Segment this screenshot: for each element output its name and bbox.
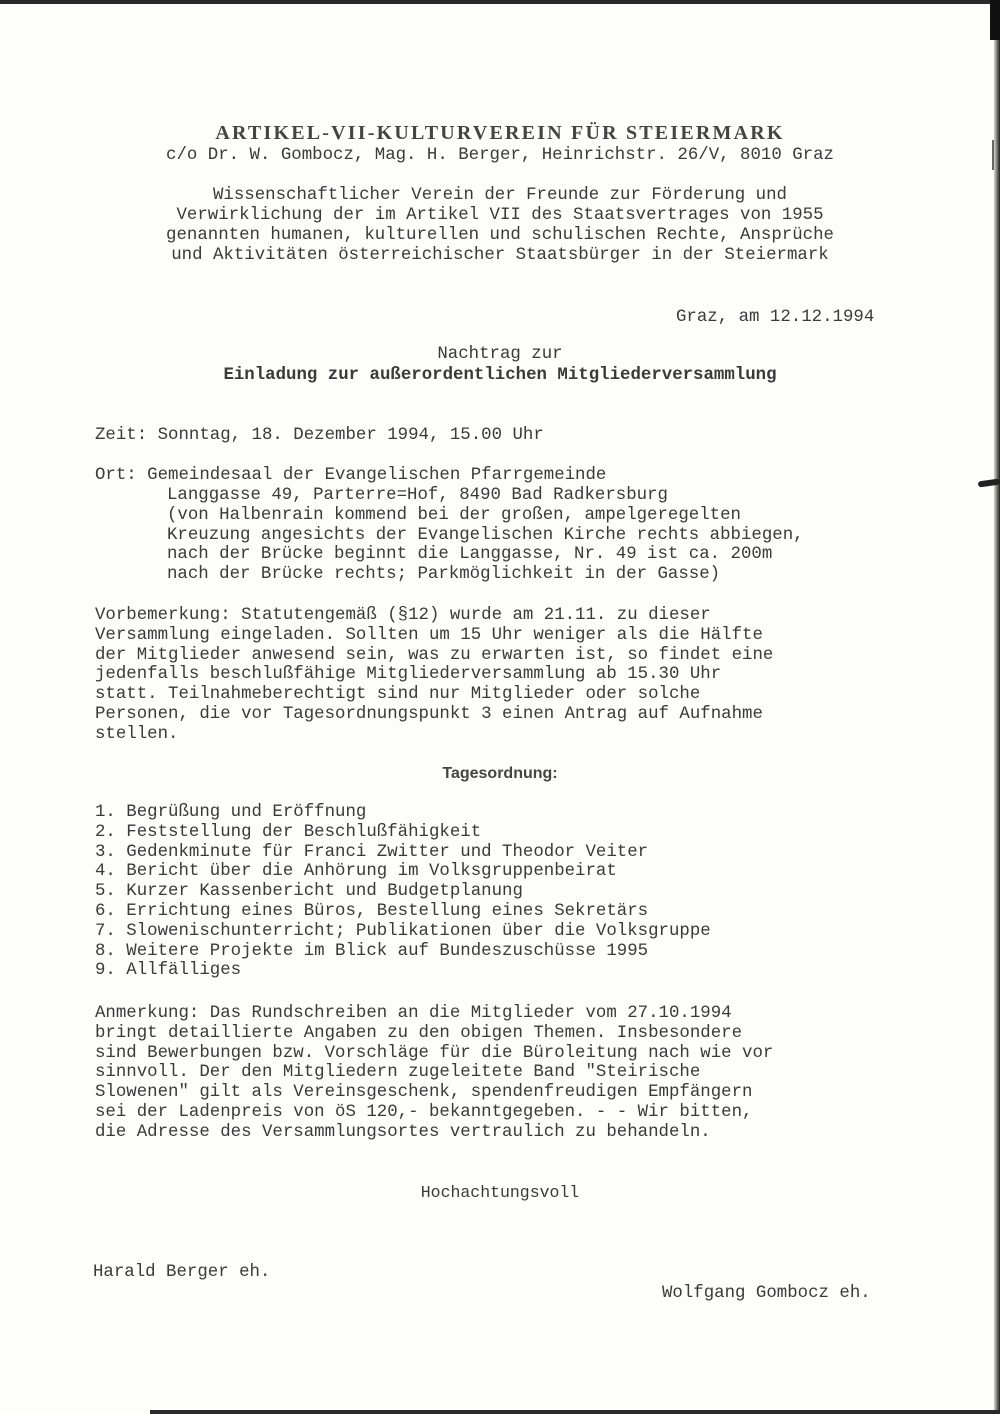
note-line: Versammlung eingeladen. Sollten um 15 Uhr weniger als die Hälfte [95,625,763,645]
agenda-list [95,803,711,981]
remark-line: sinnvoll. Der den Mitgliedern zugeleitete Band "Steirische [95,1063,701,1083]
agenda-item: 3. Gedenkminute für Franci Zwitter und Theodor Veiter [95,842,649,862]
remark-line: Slowenen" gilt als Vereinsgeschenk, spendenfreudigen Empfängern [95,1083,753,1103]
date-line: Graz, am 12.12.1994 [676,308,875,327]
note-line: Vorbemerkung: Statutengemäß (§12) wurde am 21.11. zu dieser [95,606,711,625]
note-line: jedenfalls beschlußfähige Mitgliederversammlung ab 15.30 Uhr [95,665,722,685]
agenda-item: 4. Bericht über die Anhörung im Volksgruppenbeirat [95,862,617,882]
organization-description-line: und Aktivitäten österreichischer Staatsbürger in der Steiermark [171,246,829,265]
organization-description-line: Wissenschaftlicher Verein der Freunde zur Förderung und [213,186,787,205]
remark [95,1004,773,1143]
agenda-item: 2. Feststellung der Beschlußfähigkeit [95,822,482,842]
place-line: (von Halbenrain kommend bei der großen, ampelgeregelten [167,505,741,525]
meeting-time: Zeit: Sonntag, 18. Dezember 1994, 15.00 Uhr [95,426,544,445]
agenda-title: Tagesordnung: [442,765,558,782]
organization-address: c/o Dr. W. Gombocz, Mag. H. Berger, Heinrichstr. 26/V, 8010 Graz [166,146,834,165]
note-line: statt. Teilnahmeberechtigt sind nur Mitglieder oder solche [95,685,701,705]
agenda-item: 1. Begrüßung und Eröffnung [95,803,367,822]
place-line: nach der Brücke rechts; Parkmöglichkeit in der Gasse) [167,565,721,585]
agenda-item: 6. Errichtung eines Büros, Bestellung eines Sekretärs [95,901,649,921]
signature-right: Wolfgang Gombocz eh. [662,1284,871,1303]
signature-left: Harald Berger eh. [93,1263,271,1282]
heading-title: Einladung zur außerordentlichen Mitgliederversammlung [223,366,777,385]
note-line: der Mitglieder anwesend sein, was zu erwarten ist, so findet eine [95,645,774,665]
note-line: Personen, die vor Tagesordnungspunkt 3 einen Antrag auf Aufnahme [95,704,763,724]
remark-line: Anmerkung: Das Rundschreiben an die Mitglieder vom 27.10.1994 [95,1004,732,1023]
remark-line: bringt detaillierte Angaben zu den obigen Themen. Insbesondere [95,1023,743,1043]
scan-edge-bottom [150,1410,1000,1414]
organization-name: ARTIKEL-VII-KULTURVEREIN FÜR STEIERMARK [215,122,785,144]
scan-corner-shadow [990,0,1000,40]
place-line: Kreuzung angesichts der Evangelischen Kirche rechts abbiegen, [167,525,804,545]
agenda-item: 8. Weitere Projekte im Blick auf Bundeszuschüsse 1995 [95,941,649,961]
closing-salutation: Hochachtungsvoll [420,1183,580,1202]
place-line: nach der Brücke beginnt die Langgasse, Nr. 49 ist ca. 200m [167,545,773,565]
remark-line: sind Bewerbungen bzw. Vorschläge für die Büroleitung nach wie vor [95,1043,774,1063]
meeting-place-details [167,486,804,585]
remark-line: sei der Ladenpreis von öS 120,- bekanntgegeben. - - Wir bitten, [95,1102,753,1122]
place-line: Langgasse 49, Parterre=Hof, 8490 Bad Radkersburg [167,486,668,505]
meeting-place-label: Ort: Gemeindesaal der Evangelischen Pfarrgemeinde [95,466,607,485]
scan-edge-top [0,0,1000,4]
agenda-item: 7. Slowenischunterricht; Publikationen über die Volksgruppe [95,921,711,941]
organization-description-line: genannten humanen, kulturellen und schulischen Rechte, Ansprüche [166,226,834,245]
agenda-item: 9. Allfälliges [95,961,242,981]
agenda-item: 5. Kurzer Kassenbericht und Budgetplanung [95,882,523,902]
preliminary-note [95,606,773,745]
heading-subtitle: Nachtrag zur [437,345,563,364]
note-line: stellen. [95,724,179,744]
organization-description-line: Verwirklichung der im Artikel VII des Staatsvertrages von 1955 [176,206,824,225]
remark-line: die Adresse des Versammlungsortes vertraulich zu behandeln. [95,1122,711,1142]
